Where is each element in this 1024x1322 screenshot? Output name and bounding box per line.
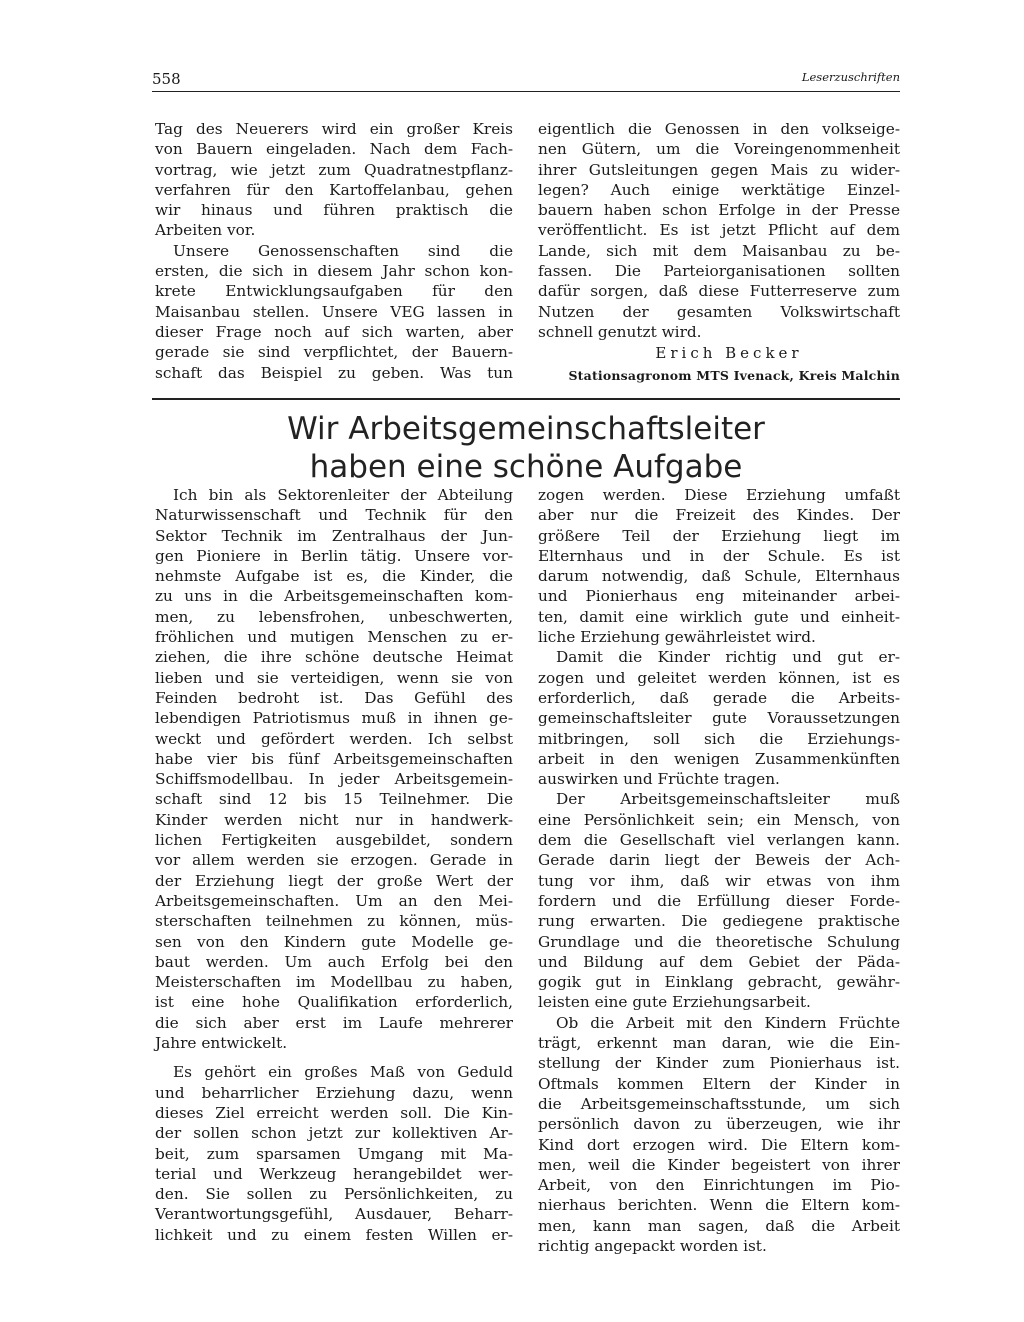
text-line: Lande, sich mit dem Maisanbau zu be- xyxy=(538,241,900,260)
text-line: persönlich davon zu überzeugen, wie ihr xyxy=(538,1115,900,1134)
text-line: Sektor Technik im Zentralhaus der Jun- xyxy=(155,526,513,545)
text-line: Kinder werden nicht nur in handwerk- xyxy=(155,810,513,829)
text-line: nehmste Aufgabe ist es, die Kinder, die xyxy=(155,567,513,586)
text-line: eine Persönlichkeit sein; ein Mensch, von xyxy=(538,810,900,829)
text-line: trägt, erkennt man daran, wie die Ein- xyxy=(538,1034,900,1053)
text-line: schaft sind 12 bis 15 Teilnehmer. Die xyxy=(155,790,513,809)
text-line: lichkeit und zu einem festen Willen er- xyxy=(155,1225,513,1244)
text-line: gemeinschaftsleiter gute Voraussetzungen xyxy=(538,709,900,728)
text-line: fassen. Die Parteiorganisationen sollten xyxy=(538,262,900,281)
text-line: Es gehört ein großes Maß von Geduld xyxy=(173,1063,513,1082)
text-line: ten, damit eine wirklich gute und einheit- xyxy=(538,607,900,626)
text-line: und Bildung auf dem Gebiet der Päda- xyxy=(538,952,900,971)
text-line: auswirken und Früchte tragen. xyxy=(538,770,780,789)
text-line: Oftmals kommen Eltern der Kinder in xyxy=(538,1074,900,1093)
article1-column-left xyxy=(155,119,513,383)
page-header xyxy=(152,70,900,88)
text-line: terial und Werkzeug herangebildet wer- xyxy=(155,1164,513,1183)
article-separator-rule xyxy=(152,398,900,400)
text-line: schnell genutzt wird. xyxy=(538,322,702,341)
text-line: stellung der Kinder zum Pionierhaus ist. xyxy=(538,1054,900,1073)
text-line: habe vier bis fünf Arbeitsgemeinschaften xyxy=(155,749,513,768)
text-line: wir hinaus und führen praktisch die xyxy=(155,201,513,220)
text-line: Arbeitsgemeinschaften. Um an den Mei- xyxy=(155,891,513,910)
paragraph-gap xyxy=(155,1053,513,1062)
text-line: Damit die Kinder richtig und gut er- xyxy=(556,648,900,667)
text-line: rung erwarten. Die gediegene praktische xyxy=(538,912,900,931)
text-line: gen Pioniere in Berlin tätig. Unsere vor- xyxy=(155,546,513,565)
text-line: Tag des Neuerers wird ein großer Kreis xyxy=(155,120,513,138)
text-line: Ob die Arbeit mit den Kindern Früchte xyxy=(556,1013,900,1032)
text-line: die sich aber erst im Laufe mehrerer xyxy=(155,1013,513,1032)
text-line: Kind dort erzogen wird. Die Eltern kom- xyxy=(538,1135,900,1154)
text-line: nen Gütern, um die Voreingenommenheit xyxy=(538,140,900,159)
text-line: nierhaus berichten. Wenn die Eltern kom- xyxy=(538,1196,900,1215)
text-line: richtig angepackt worden ist. xyxy=(538,1236,767,1255)
text-line: Maisanbau stellen. Unsere VEG lassen in xyxy=(155,302,513,321)
text-line: weckt und gefördert werden. Ich selbst xyxy=(155,729,513,748)
text-line: dafür sorgen, daß diese Futterreserve zum xyxy=(538,282,900,301)
text-line: krete Entwicklungsaufgaben für den xyxy=(155,282,513,301)
article2-column-left xyxy=(155,485,513,1245)
text-line: von Bauern eingeladen. Nach dem Fach- xyxy=(155,140,513,159)
text-line: dieser Frage noch auf sich warten, aber xyxy=(155,322,513,341)
text-line: vor allem werden sie erzogen. Gerade in xyxy=(155,851,513,870)
text-line: Der Arbeitsgemeinschaftsleiter muß xyxy=(556,790,900,809)
text-line: die Arbeitsgemeinschaftsstunde, um sich xyxy=(538,1094,900,1113)
header-rule xyxy=(152,91,900,92)
text-line: lichen Fertigkeiten ausgebildet, sondern xyxy=(155,831,513,850)
text-line: Naturwissenschaft und Technik für den xyxy=(155,506,513,525)
text-line: arbeit in den wenigen Zusammenkünften xyxy=(538,749,900,768)
text-line: der Erziehung liegt der große Wert der xyxy=(155,871,513,890)
text-line: leisten eine gute Erziehungsarbeit. xyxy=(538,993,811,1012)
text-line: aber nur die Freizeit des Kindes. Der xyxy=(538,506,900,525)
text-line: Ich bin als Sektorenleiter der Abteilung xyxy=(173,486,513,504)
text-line: veröffentlicht. Es ist jetzt Pflicht auf dem xyxy=(538,221,900,240)
text-line: Jahre entwickelt. xyxy=(155,1034,288,1053)
text-line: sterschaften teilnehmen zu können, müs- xyxy=(155,912,513,931)
text-line: Feinden bedroht ist. Das Gefühl des xyxy=(155,688,513,707)
text-line: Grundlage und die theoretische Schulung xyxy=(538,932,900,951)
text-line: Arbeit, von den Einrichtungen im Pio- xyxy=(538,1176,900,1195)
text-line: zogen werden. Diese Erziehung umfaßt xyxy=(538,486,900,504)
text-line: fordern und die Erfüllung dieser Forde- xyxy=(538,891,900,910)
text-line: ziehen, die ihre schöne deutsche Heimat xyxy=(155,648,513,667)
text-line: sen von den Kindern gute Modelle ge- xyxy=(155,932,513,951)
text-line: lebendigen Patriotismus muß in ihnen ge- xyxy=(155,709,513,728)
section-title: Leserzuschriften xyxy=(801,70,900,84)
text-line: größere Teil der Erziehung liegt im xyxy=(538,526,900,545)
text-line: lieben und sie verteidigen, wenn sie von xyxy=(155,668,513,687)
author-name: Erich Becker xyxy=(655,344,803,363)
title-line: Wir Arbeitsgemeinschaftsleiter xyxy=(287,411,765,447)
text-line: fröhlichen und mutigen Menschen zu er- xyxy=(155,628,513,647)
text-line: Arbeiten vor. xyxy=(155,221,256,240)
text-line: und beharrlicher Erziehung dazu, wenn xyxy=(155,1083,513,1102)
text-line: beit, zum sparsamen Umgang mit Ma- xyxy=(155,1144,513,1163)
text-line: gogik gut in Einklang gebracht, gewähr- xyxy=(538,973,900,992)
text-line: liche Erziehung gewährleistet wird. xyxy=(538,628,816,647)
text-line: verfahren für den Kartoffelanbau, gehen xyxy=(155,180,513,199)
text-line: gerade sie sind verpflichtet, der Bauern- xyxy=(155,343,513,362)
article2-column-right xyxy=(538,485,900,1256)
text-line: ersten, die sich in diesem Jahr schon kon- xyxy=(155,262,513,281)
article1-column-right xyxy=(538,119,900,386)
text-line: men, zu lebensfrohen, unbeschwerten, xyxy=(155,607,513,626)
text-line: dem die Gesellschaft viel verlangen kann. xyxy=(538,831,900,850)
text-line: Elternhaus und in der Schule. Es ist xyxy=(538,546,900,565)
text-line: und Pionierhaus eng miteinander arbei- xyxy=(538,587,900,606)
article2-title xyxy=(152,410,900,486)
text-line: men, weil die Kinder begeistert von ihrer xyxy=(538,1155,900,1174)
text-line: der sollen schon jetzt zur kollektiven Ar- xyxy=(155,1124,513,1143)
text-line: ihrer Gutsleitungen gegen Mais zu wider- xyxy=(538,160,900,179)
text-line: Meisterschaften im Modellbau zu haben, xyxy=(155,973,513,992)
text-line: men, kann man sagen, daß die Arbeit xyxy=(538,1216,900,1235)
text-line: schaft das Beispiel zu geben. Was tun xyxy=(155,363,513,382)
text-line: mitbringen, soll sich die Erziehungs- xyxy=(538,729,900,748)
text-line: dieses Ziel erreicht werden soll. Die Kin- xyxy=(155,1103,513,1122)
title-line: haben eine schöne Aufgabe xyxy=(309,449,743,485)
text-line: bauern haben schon Erfolge in der Presse xyxy=(538,201,900,220)
text-line: eigentlich die Genossen in den volkseige- xyxy=(538,120,900,138)
text-line: Nutzen der gesamten Volkswirtschaft xyxy=(538,302,900,321)
text-line: legen? Auch einige werktätige Einzel- xyxy=(538,180,900,199)
text-line: zogen und geleitet werden können, ist es xyxy=(538,668,900,687)
text-line: zu uns in die Arbeitsgemeinschaften kom- xyxy=(155,587,513,606)
text-line: Unsere Genossenschaften sind die xyxy=(173,241,513,260)
text-line: Verantwortungsgefühl, Ausdauer, Beharr- xyxy=(155,1205,513,1224)
text-line: den. Sie sollen zu Persönlichkeiten, zu xyxy=(155,1185,513,1204)
author-affiliation: Stationsagronom MTS Ivenack, Kreis Malchin xyxy=(568,367,900,383)
text-line: ist eine hohe Qualifikation erforderlich, xyxy=(155,993,513,1012)
text-line: baut werden. Um auch Erfolg bei den xyxy=(155,952,513,971)
text-line: tung vor ihm, daß wir etwas von ihm xyxy=(538,871,900,890)
text-line: vortrag, wie jetzt zum Quadratnestpflanz- xyxy=(155,160,513,179)
page-number: 558 xyxy=(152,70,181,88)
text-line: erforderlich, daß gerade die Arbeits- xyxy=(538,688,900,707)
text-line: Schiffsmodellbau. In jeder Arbeitsgemein- xyxy=(155,770,513,789)
text-line: Gerade darin liegt der Beweis der Ach- xyxy=(538,851,900,870)
text-line: darum notwendig, daß Schule, Elternhaus xyxy=(538,567,900,586)
